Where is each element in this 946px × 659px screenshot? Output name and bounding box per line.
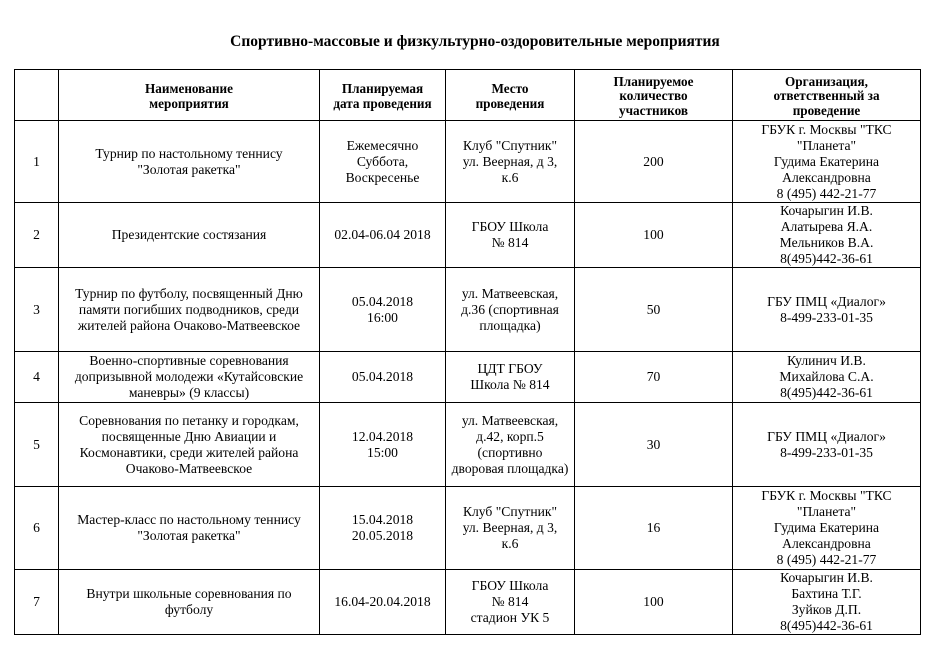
- cell-line: ГБОУ Школа: [471, 578, 549, 593]
- event-place: [446, 570, 575, 635]
- cell-line: ГБУ ПМЦ «Диалог»: [767, 293, 886, 309]
- cell-line: Зуйков Д.П.: [791, 602, 862, 617]
- cell-line: ул. Матвеевская,: [461, 285, 559, 301]
- cell-line: ул. Веерная, д 3,: [462, 153, 558, 169]
- cell-line: дворовая площадка): [451, 460, 569, 476]
- cell-line: Внутри школьные соревнования по: [86, 586, 292, 601]
- cell-line: "Планета": [796, 504, 857, 519]
- cell-line: проведения: [475, 95, 545, 111]
- row-number: 5: [15, 403, 59, 487]
- event-date: [320, 268, 446, 352]
- cell-line: Алатырева Я.А.: [780, 219, 873, 234]
- cell-line: ГБУ ПМЦ «Диалог»: [767, 428, 886, 444]
- cell-line: Организация,: [785, 73, 868, 89]
- table-row: [15, 570, 921, 635]
- cell-line: Очаково-Матвеевское: [125, 460, 253, 476]
- cell-line: 05.04.2018: [351, 293, 414, 309]
- organization: [733, 268, 921, 352]
- participant-count: 200: [575, 121, 733, 203]
- organization: [733, 121, 921, 203]
- cell-line: Михайлова С.А.: [779, 369, 874, 384]
- cell-line: Космонавтики, среди жителей района: [79, 444, 299, 460]
- cell-line: 16:00: [367, 309, 398, 325]
- cell-line: Александровна: [782, 169, 871, 185]
- event-place: [446, 121, 575, 203]
- cell-line: ГБУК г. Москвы "ТКС: [761, 488, 892, 503]
- cell-line: (спортивно: [477, 444, 543, 460]
- cell-line: к.6: [501, 169, 519, 185]
- cell-line: стадион УК 5: [470, 610, 550, 625]
- header-organization: [733, 70, 921, 121]
- cell-line: футболу: [164, 602, 214, 617]
- cell-line: 15.04.2018: [351, 512, 414, 527]
- cell-line: Место: [491, 81, 529, 96]
- cell-line: площадка): [479, 317, 541, 333]
- cell-line: Клуб "Спутник": [462, 137, 558, 153]
- event-name: [59, 268, 320, 352]
- cell-line: Суббота,: [356, 153, 409, 169]
- cell-line: Турнир по настольному теннису: [95, 145, 283, 161]
- participant-count: 100: [575, 570, 733, 635]
- cell-line: Школа № 814: [470, 377, 550, 392]
- cell-line: № 814: [491, 594, 529, 609]
- cell-line: № 814: [491, 235, 529, 250]
- organization: [733, 570, 921, 635]
- event-name: [59, 352, 320, 403]
- organization: [733, 487, 921, 570]
- cell-line: ГБОУ Школа: [471, 219, 549, 234]
- cell-line: 8(495)442-36-61: [780, 385, 873, 400]
- row-number: 4: [15, 352, 59, 403]
- cell-line: 05.04.2018: [351, 369, 414, 384]
- cell-line: посвященные Дню Авиации и: [101, 428, 277, 444]
- cell-line: Соревнования по петанку и городкам,: [79, 412, 299, 428]
- header-place: [446, 70, 575, 121]
- cell-line: "Золотая ракетка": [137, 528, 241, 543]
- events-table: [14, 69, 921, 635]
- event-place: [446, 352, 575, 403]
- table-row: [15, 487, 921, 570]
- organization: [733, 403, 921, 487]
- cell-line: Планируемая: [341, 81, 424, 96]
- event-date: [320, 570, 446, 635]
- cell-line: 8(495)442-36-61: [780, 251, 873, 266]
- cell-line: ул. Веерная, д 3,: [462, 520, 558, 535]
- participant-count: 70: [575, 352, 733, 403]
- cell-line: Президентские состязания: [111, 227, 267, 242]
- cell-line: Мастер-класс по настольному теннису: [77, 512, 301, 527]
- cell-line: мероприятия: [149, 95, 229, 111]
- cell-line: 20.05.2018: [351, 528, 414, 543]
- cell-line: 8(495)442-36-61: [780, 618, 873, 633]
- cell-line: Бахтина Т.Г.: [791, 586, 862, 601]
- event-date: [320, 403, 446, 487]
- row-number: 6: [15, 487, 59, 570]
- cell-line: 8 (495) 442-21-77: [776, 185, 877, 201]
- cell-line: количество: [619, 88, 688, 104]
- table-header-row: [15, 70, 921, 121]
- cell-line: Кочарыгин И.В.: [780, 570, 873, 585]
- table-row: [15, 352, 921, 403]
- event-date: [320, 352, 446, 403]
- header-count: [575, 70, 733, 121]
- participant-count: 16: [575, 487, 733, 570]
- cell-line: "Золотая ракетка": [137, 161, 241, 177]
- cell-line: жителей района Очаково-Матвеевское: [77, 317, 301, 333]
- cell-line: маневры» (9 классы): [128, 385, 250, 400]
- table-row: [15, 403, 921, 487]
- event-place: [446, 487, 575, 570]
- event-name: [59, 403, 320, 487]
- cell-line: Кочарыгин И.В.: [780, 203, 873, 218]
- cell-line: дата проведения: [333, 95, 432, 111]
- organization: [733, 352, 921, 403]
- row-number: 3: [15, 268, 59, 352]
- page-title: Спортивно-массовые и физкультурно-оздоровительные мероприятия: [230, 33, 720, 50]
- event-place: [446, 268, 575, 352]
- cell-line: ответственный за: [773, 88, 880, 104]
- cell-line: участников: [619, 102, 688, 118]
- header-number: [15, 70, 59, 121]
- cell-line: Гудима Екатерина: [773, 520, 880, 535]
- cell-line: Гудима Екатерина: [773, 153, 880, 169]
- header-name: [59, 70, 320, 121]
- header-date: [320, 70, 446, 121]
- event-date: [320, 487, 446, 570]
- cell-line: Военно-спортивные соревнования: [89, 353, 289, 368]
- cell-line: допризывной молодежи «Кутайсовские: [74, 369, 304, 384]
- event-name: [59, 487, 320, 570]
- cell-line: ул. Матвеевская,: [461, 412, 559, 428]
- table-row: [15, 121, 921, 203]
- cell-line: 8 (495) 442-21-77: [776, 552, 877, 567]
- cell-line: Наименование: [145, 81, 233, 96]
- cell-line: проведение: [792, 102, 861, 118]
- cell-line: д.36 (спортивная: [461, 301, 559, 317]
- table-row: [15, 203, 921, 268]
- cell-line: Александровна: [782, 536, 871, 551]
- cell-line: д.42, корп.5: [476, 428, 544, 444]
- participant-count: 100: [575, 203, 733, 268]
- table-row: [15, 268, 921, 352]
- cell-line: 8-499-233-01-35: [780, 444, 873, 460]
- cell-line: Клуб "Спутник": [462, 504, 558, 519]
- participant-count: 50: [575, 268, 733, 352]
- row-number: 1: [15, 121, 59, 203]
- event-name: [59, 570, 320, 635]
- cell-line: Турнир по футболу, посвященный Дню: [75, 285, 303, 301]
- cell-line: Кулинич И.В.: [787, 353, 866, 368]
- cell-line: "Планета": [796, 137, 857, 153]
- event-name: [59, 203, 320, 268]
- cell-line: 16.04-20.04.2018: [334, 594, 431, 609]
- cell-line: 8-499-233-01-35: [780, 309, 873, 325]
- cell-line: Ежемесячно: [346, 137, 419, 153]
- participant-count: 30: [575, 403, 733, 487]
- cell-line: Мельников В.А.: [779, 235, 874, 250]
- cell-line: Планируемое: [613, 73, 694, 89]
- cell-line: Воскресенье: [345, 169, 420, 185]
- cell-line: 12.04.2018: [351, 428, 414, 444]
- row-number: 2: [15, 203, 59, 268]
- event-place: [446, 203, 575, 268]
- cell-line: ГБУК г. Москвы "ТКС: [761, 121, 892, 137]
- event-name: [59, 121, 320, 203]
- event-date: [320, 121, 446, 203]
- cell-line: 15:00: [367, 444, 398, 460]
- event-date: [320, 203, 446, 268]
- row-number: 7: [15, 570, 59, 635]
- event-place: [446, 403, 575, 487]
- organization: [733, 203, 921, 268]
- cell-line: к.6: [501, 536, 519, 551]
- cell-line: памяти погибших подводников, среди: [78, 301, 300, 317]
- cell-line: ЦДТ ГБОУ: [477, 361, 543, 376]
- cell-line: 02.04-06.04 2018: [334, 227, 431, 242]
